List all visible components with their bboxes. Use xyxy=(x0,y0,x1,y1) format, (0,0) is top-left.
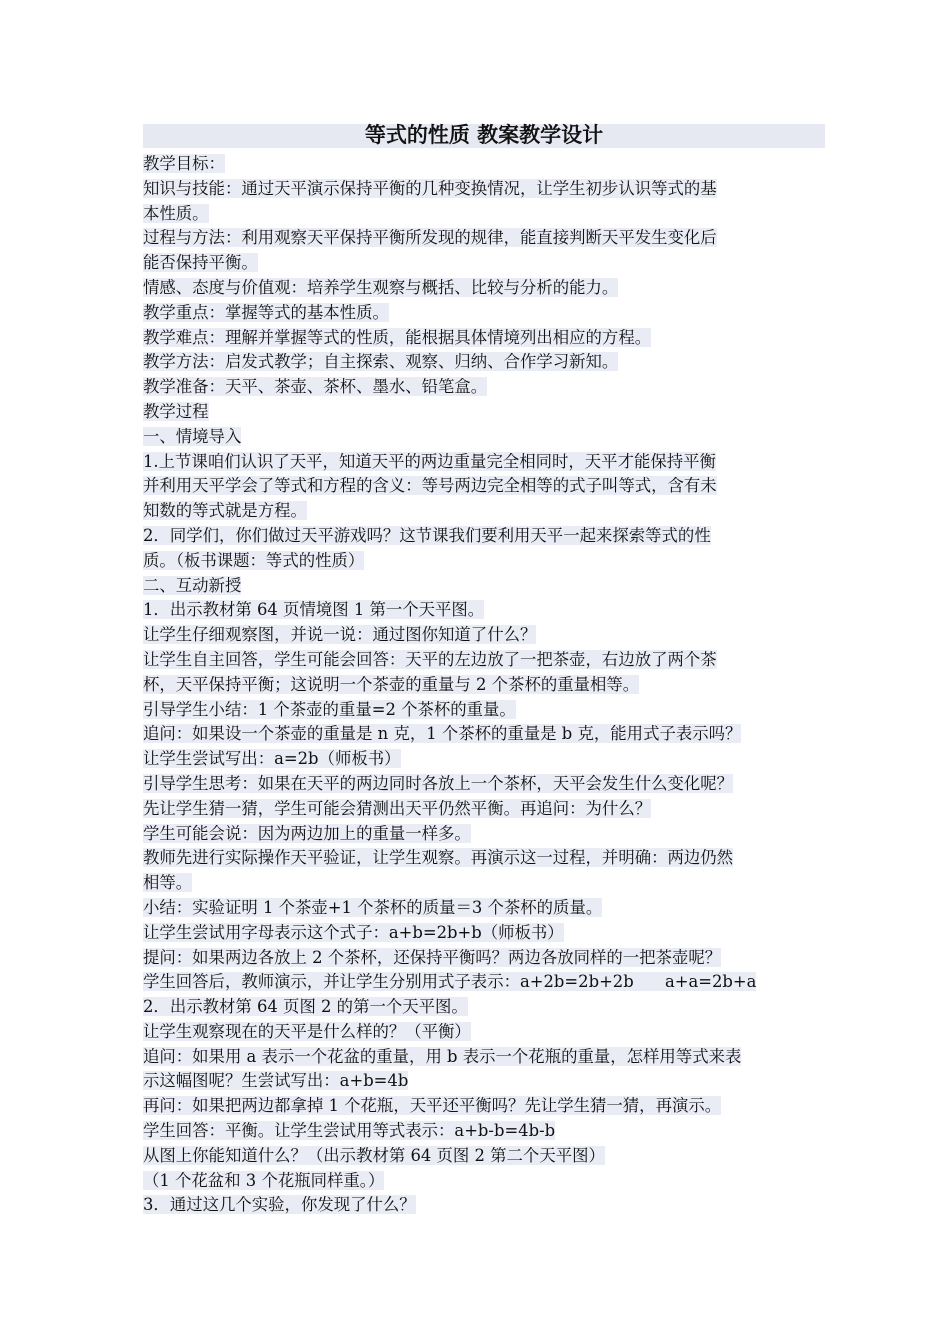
text-line xyxy=(143,995,825,1020)
text-line-content: 让学生观察现在的天平是什么样的？（平衡） xyxy=(143,1021,471,1041)
text-line-content: 再问：如果把两边都拿掉 1 个花瓶，天平还平衡吗？先让学生猜一猜，再演示。 xyxy=(143,1096,722,1116)
text-line xyxy=(143,574,825,599)
text-line xyxy=(143,375,825,400)
text-line xyxy=(143,152,825,177)
text-line-content: 教师先进行实际操作天平验证，让学生观察。再演示这一过程，并明确：两边仍然 xyxy=(143,848,734,868)
text-line xyxy=(143,326,825,351)
text-line xyxy=(143,474,825,499)
text-line-content: 追问：如果用 a 表示一个花盆的重量，用 b 表示一个花瓶的重量，怎样用等式来表 xyxy=(143,1046,742,1066)
text-line-content: 引导学生小结：1 个茶壶的重量=2 个茶杯的重量。 xyxy=(143,699,516,719)
text-line-content: 引导学生思考：如果在天平的两边同时各放上一个茶杯，天平会发生什么变化呢？ xyxy=(143,773,734,793)
text-line-content: 本性质。 xyxy=(143,203,209,223)
text-line xyxy=(143,970,825,995)
text-line xyxy=(143,846,825,871)
text-line-content: 教学重点：掌握等式的基本性质。 xyxy=(143,302,389,322)
text-line-content: 学生可能会说：因为两边加上的重量一样多。 xyxy=(143,823,471,843)
text-line-content: 2．出示教材第 64 页图 2 的第一个天平图。 xyxy=(143,997,468,1017)
document-page xyxy=(143,120,825,1218)
text-line xyxy=(143,177,825,202)
text-line-content: 学生回答后，教师演示，并让学生分别用式子表示：a+2b=2b+2b a+a=2b+a xyxy=(143,972,757,992)
text-line xyxy=(143,251,825,276)
text-line-content: 知数的等式就是方程。 xyxy=(143,501,307,521)
text-line xyxy=(143,202,825,227)
text-line-content: 杯，天平保持平衡；这说明一个茶壶的重量与 2 个茶杯的重量相等。 xyxy=(143,674,640,694)
text-line xyxy=(143,1119,825,1144)
text-line-content: 过程与方法：利用观察天平保持平衡所发现的规律，能直接判断天平发生变化后 xyxy=(143,228,717,248)
text-line-content: 示这幅图呢？生尝试写出：a+b=4b xyxy=(143,1071,409,1091)
text-line-content: 情感、态度与价值观：培养学生观察与概括、比较与分析的能力。 xyxy=(143,277,619,297)
text-line xyxy=(143,1020,825,1045)
text-line-content: 1．出示教材第 64 页情境图 1 第一个天平图。 xyxy=(143,600,485,620)
text-line-content: （1 个花盆和 3 个花瓶同样重。） xyxy=(143,1170,385,1190)
text-line-content: 让学生尝试写出：a=2b（师板书） xyxy=(143,749,401,769)
text-line-content: 质。（板书课题：等式的性质） xyxy=(143,550,365,570)
text-line-content: 相等。 xyxy=(143,873,193,893)
text-line xyxy=(143,400,825,425)
text-line-content: 教学方法：启发式教学；自主探索、观察、归纳、合作学习新知。 xyxy=(143,352,619,372)
text-line-content: 让学生尝试用字母表示这个式子：a+b=2b+b（师板书） xyxy=(143,922,564,942)
text-line xyxy=(143,698,825,723)
text-line xyxy=(143,871,825,896)
text-line-content: 提问：如果两边各放上 2 个茶杯，还保持平衡吗？两边各放同样的一把茶壶呢？ xyxy=(143,947,722,967)
text-line xyxy=(143,1193,825,1218)
text-line xyxy=(143,598,825,623)
text-line-content: 二、互动新授 xyxy=(143,575,242,595)
text-line xyxy=(143,797,825,822)
text-line-content: 追问：如果设一个茶壶的重量是 n 克，1 个茶杯的重量是 b 克，能用式子表示吗？ xyxy=(143,724,742,744)
text-line xyxy=(143,1069,825,1094)
text-line xyxy=(143,350,825,375)
text-line xyxy=(143,822,825,847)
text-line-content: 教学过程 xyxy=(143,401,209,421)
text-line xyxy=(143,1045,825,1070)
text-line xyxy=(143,301,825,326)
text-line-content: 3．通过这几个实验，你发现了什么？ xyxy=(143,1195,416,1215)
text-line xyxy=(143,747,825,772)
text-line xyxy=(143,772,825,797)
text-line-content: 教学目标： xyxy=(143,154,225,173)
document-title: 等式的性质 教案教学设计 xyxy=(143,120,825,150)
text-line xyxy=(143,450,825,475)
text-line-content: 教学难点：理解并掌握等式的性质，能根据具体情境列出相应的方程。 xyxy=(143,327,652,347)
text-line-content: 教学准备：天平、茶壶、茶杯、墨水、铅笔盒。 xyxy=(143,377,488,397)
text-line xyxy=(143,623,825,648)
text-line-content: 先让学生猜一猜，学生可能会猜测出天平仍然平衡。再追问：为什么？ xyxy=(143,798,652,818)
text-line-content: 让学生自主回答，学生可能会回答：天平的左边放了一把茶壶，右边放了两个茶 xyxy=(143,649,717,669)
text-line xyxy=(143,276,825,301)
text-line-content: 小结：实验证明 1 个茶壶+1 个茶杯的质量＝3 个茶杯的质量。 xyxy=(143,897,603,917)
document-body xyxy=(143,152,825,1218)
text-line xyxy=(143,425,825,450)
text-line xyxy=(143,524,825,549)
text-line xyxy=(143,946,825,971)
text-line-content: 学生回答：平衡。让学生尝试用等式表示：a+b-b=4b-b xyxy=(143,1121,556,1141)
text-line xyxy=(143,499,825,524)
text-line xyxy=(143,722,825,747)
text-line-content: 并利用天平学会了等式和方程的含义：等号两边完全相等的式子叫等式，含有未 xyxy=(143,476,717,496)
text-line-content: 能否保持平衡。 xyxy=(143,253,258,273)
text-line-content: 从图上你能知道什么？（出示教材第 64 页图 2 第二个天平图） xyxy=(143,1145,605,1165)
text-line xyxy=(143,226,825,251)
text-line xyxy=(143,549,825,574)
text-line-content: 1.上节课咱们认识了天平，知道天平的两边重量完全相同时，天平才能保持平衡 xyxy=(143,451,716,471)
text-line xyxy=(143,1094,825,1119)
text-line-content: 知识与技能：通过天平演示保持平衡的几种变换情况，让学生初步认识等式的基 xyxy=(143,178,717,198)
text-line xyxy=(143,673,825,698)
text-line xyxy=(143,1169,825,1194)
text-line xyxy=(143,896,825,921)
text-line xyxy=(143,921,825,946)
text-line xyxy=(143,1144,825,1169)
text-line xyxy=(143,648,825,673)
text-line-content: 2．同学们，你们做过天平游戏吗？这节课我们要利用天平一起来探索等式的性 xyxy=(143,525,711,545)
text-line-content: 让学生仔细观察图，并说一说：通过图你知道了什么？ xyxy=(143,625,537,645)
text-line-content: 一、情境导入 xyxy=(143,426,242,446)
